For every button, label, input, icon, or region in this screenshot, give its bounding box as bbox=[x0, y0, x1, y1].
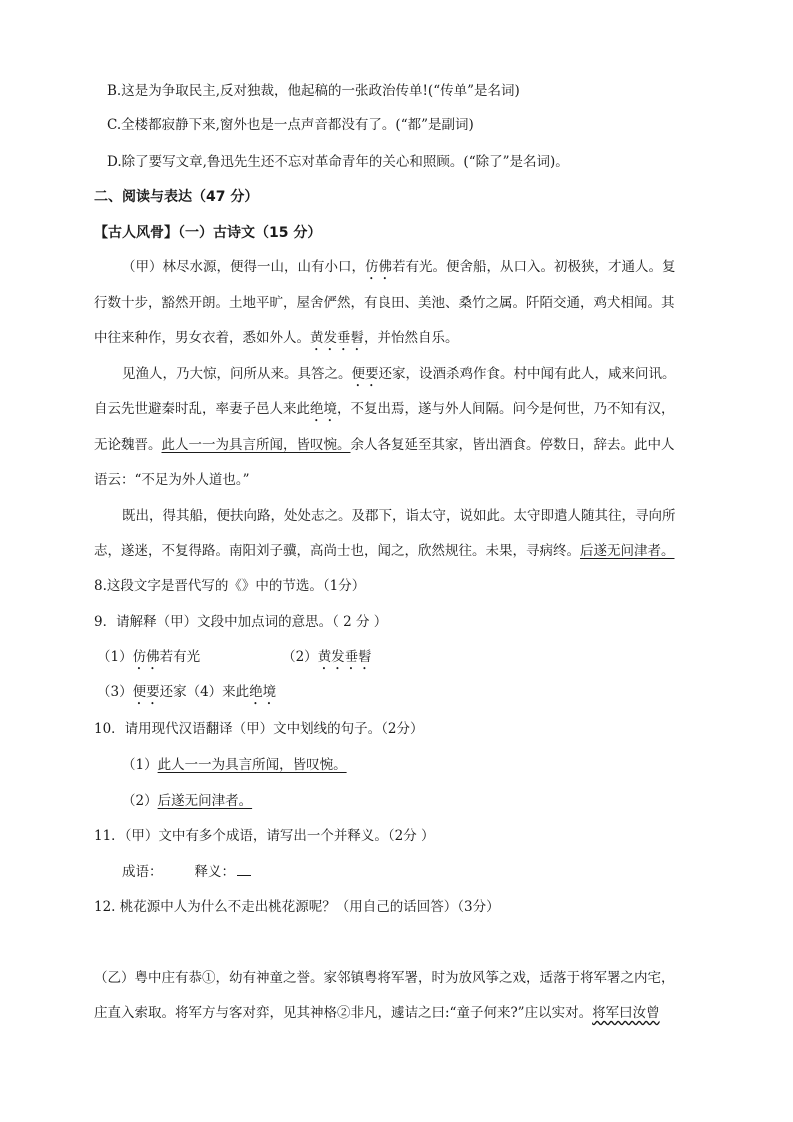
question-12: 12. 桃花源中人为什么不走出桃花源呢？（用自己的话回答）（3分） bbox=[94, 899, 500, 915]
passage-jia-line: 见渔人，乃大惊，问所从来。具答之。便要还家，设酒杀鸡作食。村中闻有此人，咸来问讯。 bbox=[122, 366, 676, 382]
dotted-word: 便要 bbox=[132, 684, 160, 700]
passage-yi-line: （乙）粤中庄有恭①，幼有神童之誉。家邻镇粤将军署，时为放风筝之戏，适落于将军署之内宅， bbox=[94, 970, 675, 986]
question-10-item-2: （2）后遂无问津者。 bbox=[122, 793, 253, 809]
question-9-items-row1: （1）仿佛若有光 （2）黄发垂髫 bbox=[97, 649, 372, 665]
option-b: B.这是为争取民主,反对独裁，他起稿的一张政治传单!(“传单”是名词) bbox=[107, 83, 520, 99]
question-8: 8.这段文字是晋代写的《》中的节选。（1分） bbox=[94, 578, 366, 594]
section-title: 二、阅读与表达（47 分） bbox=[94, 189, 259, 205]
dotted-word: 绝境 bbox=[249, 684, 277, 700]
passage-jia-line: 既出，得其船，便扶向路，处处志之。及郡下，诣太守，说如此。太守即遣人随其往，寻向所 bbox=[122, 508, 676, 524]
dotted-word: 仿佛 bbox=[365, 259, 392, 275]
dotted-word: 便要 bbox=[351, 366, 379, 382]
dotted-word: 绝境 bbox=[310, 401, 337, 417]
dotted-word: 黄发垂髫 bbox=[310, 330, 364, 346]
option-d: D.除了要写文章,鲁迅先生还不忘对革命青年的关心和照顾。(“除了”是名词)。 bbox=[107, 154, 569, 170]
underlined-sentence: 后遂无问津者。 bbox=[580, 543, 675, 559]
subsection-title: 【古人风骨】（一）古诗文（15 分） bbox=[94, 225, 322, 241]
answer-blank bbox=[237, 863, 251, 876]
passage-jia-line: 语云：“不足为外人道也。” bbox=[94, 472, 250, 488]
question-10-item-1: （1）此人一一为具言所闻，皆叹惋。 bbox=[122, 757, 347, 773]
passage-jia-line: 行数十步，豁然开朗。土地平旷，屋舍俨然，有良田、美池、桑竹之属。阡陌交通，鸡犬相闻。其 bbox=[94, 295, 675, 311]
question-10: 10．请用现代汉语翻译（甲）文中划线的句子。（2分） bbox=[94, 721, 424, 737]
question-11: 11．（甲）文中有多个成语，请写出一个并释义。（2分 ） bbox=[94, 828, 435, 844]
dotted-word: 黄发垂髫 bbox=[317, 649, 372, 665]
underlined-sentence: 此人一一为具言所闻，皆叹惋。 bbox=[161, 437, 351, 453]
dotted-word: 仿佛 bbox=[132, 649, 160, 665]
passage-jia-line: 自云先世避秦时乱，率妻子邑人来此绝境，不复出焉，遂与外人间隔。问今是何世，乃不知有汉， bbox=[94, 401, 675, 417]
question-11-answer-row: 成语： 释义： bbox=[122, 862, 251, 882]
wavy-underlined-text: 将军曰汝曾 bbox=[592, 1005, 660, 1021]
passage-yi-line: 庄直入索取。将军方与客对弈，见其神格②非凡，遽诘之曰:“童子何来?”庄以实对。将军曰汝曾 bbox=[94, 1005, 660, 1021]
passage-jia-line: 无论魏晋。此人一一为具言所闻，皆叹惋。余人各复延至其家，皆出酒食。停数日，辞去。此中人 bbox=[94, 437, 675, 453]
option-c: C.全楼都寂静下来,窗外也是一点声音都没有了。(“都”是副词) bbox=[107, 117, 474, 133]
passage-jia-line: （甲）林尽水源，便得一山，山有小口，仿佛若有光。便舍船，从口入。初极狭，才通人。复 bbox=[122, 259, 676, 275]
passage-jia-line: 中往来种作，男女衣着，悉如外人。黄发垂髫，并怡然自乐。 bbox=[94, 330, 459, 346]
passage-jia-line: 志，遂迷，不复得路。南阳刘子骥，高尚士也，闻之，欣然规往。未果，寻病终。后遂无问津者。 bbox=[94, 543, 675, 559]
question-9: 9．请解释（甲）文段中加点词的意思。（ 2 分 ） bbox=[94, 614, 388, 630]
question-9-items-row2: （3）便要还家（4）来此绝境 bbox=[97, 684, 277, 700]
